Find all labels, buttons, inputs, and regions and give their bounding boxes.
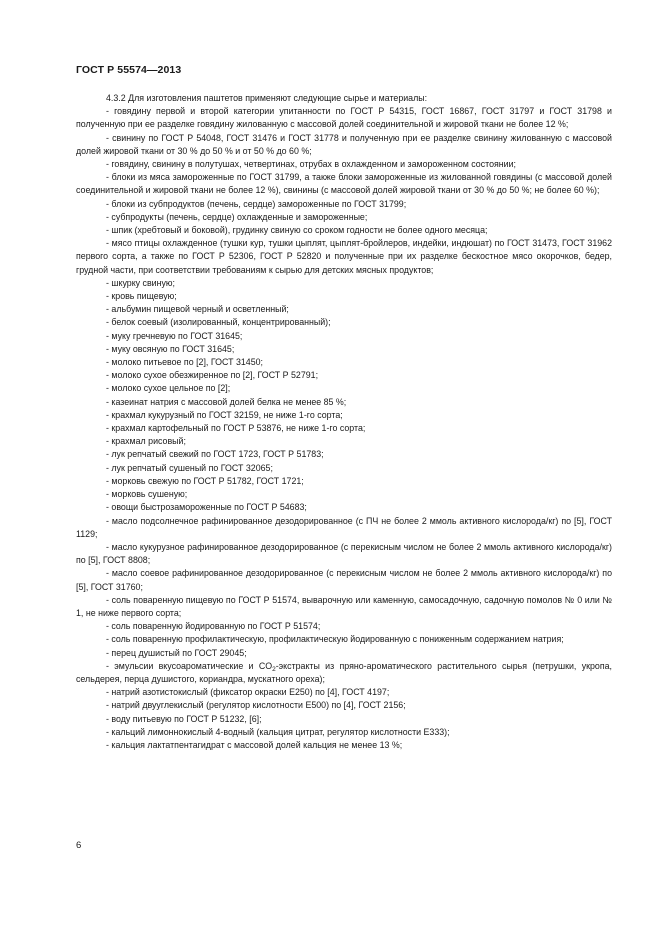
list-item: - натрий двууглекислый (регулятор кислотности E500) по [4], ГОСТ 2156; bbox=[106, 700, 406, 711]
list-item: - морковь сушеную; bbox=[106, 489, 188, 500]
list-item: - говядину первой и второй категории упитанности по ГОСТ Р 54315, ГОСТ 16867, ГОСТ 31797 и ГОСТ 31798 и полученную при ее разделке говядину жилованную с массовой долей соединительной и жировой ткани не более 12 %; bbox=[76, 106, 612, 130]
list-item: - кальция лактатпентагидрат с массовой долей кальция не менее 13 %; bbox=[106, 739, 403, 750]
list-item: - масло кукурузное рафинированное дезодорированное (с перекисным числом не более 2 ммоль активного кислорода/кг) по [5], ГОСТ 8808; bbox=[76, 541, 612, 566]
list-item: - субпродукты (печень, сердце) охлажденные и замороженные; bbox=[106, 211, 368, 222]
subscript: 2 bbox=[272, 665, 276, 673]
list-item: - крахмал картофельный по ГОСТ Р 53876, не ниже 1-го сорта; bbox=[106, 423, 366, 434]
list-item: - перец душистый по ГОСТ 29045; bbox=[106, 647, 247, 658]
list-item: - лук репчатый сушеный по ГОСТ 32065; bbox=[106, 462, 273, 473]
document-body bbox=[76, 92, 612, 752]
list-item: - кровь пищевую; bbox=[106, 291, 177, 302]
list-item: - молоко сухое цельное по [2]; bbox=[106, 383, 231, 394]
list-item: - масло соевое рафинированное дезодорированное (с перекисным числом не более 2 ммоль активного кислорода/кг) по [5], ГОСТ 31760; bbox=[76, 568, 612, 592]
list-item: - крахмал кукурузный по ГОСТ 32159, не ниже 1-го сорта; bbox=[106, 409, 343, 420]
list-item: - блоки из мяса замороженные по ГОСТ 31799, а также блоки замороженные из жилованной говядины (с массовой долей соединительной и жировой ткани не более 12 %), свинины (с массовой долей жировой ткани от 30 % до 50 %; не более 60 %); bbox=[76, 172, 612, 196]
list-item: - соль поваренную йодированную по ГОСТ Р 51574; bbox=[106, 621, 321, 632]
list-item: - лук репчатый свежий по ГОСТ 1723, ГОСТ Р 51783; bbox=[106, 449, 324, 460]
list-item: - блоки из субпродуктов (печень, сердце) замороженные по ГОСТ 31799; bbox=[106, 198, 407, 209]
section-intro: 4.3.2 Для изготовления паштетов применяют следующие сырье и материалы: bbox=[106, 93, 428, 103]
list-item: - казеинат натрия с массовой долей белка не менее 85 %; bbox=[106, 396, 347, 407]
materials-list-continued bbox=[76, 686, 612, 752]
list-item: - кальций лимоннокислый 4-водный (кальция цитрат, регулятор кислотности E333); bbox=[106, 726, 450, 737]
materials-list bbox=[76, 105, 612, 660]
page-number: 6 bbox=[76, 840, 82, 851]
document-header: ГОСТ Р 55574—2013 bbox=[76, 64, 182, 76]
list-item: - свинину по ГОСТ Р 54048, ГОСТ 31476 и ГОСТ 31778 и полученную при ее разделке свинину жилованную с массовой долей жировой ткани от 30 % до 50 % и от 50 % до 60 %; bbox=[76, 132, 612, 156]
list-item: - натрий азотистокислый (фиксатор окраски E250) по [4], ГОСТ 4197; bbox=[106, 687, 390, 698]
list-item: - соль поваренную профилактическую, профилактическую йодированную с пониженным содержанием натрия; bbox=[106, 634, 564, 645]
list-item: - крахмал рисовый; bbox=[106, 436, 186, 447]
list-item: - альбумин пищевой черный и осветленный; bbox=[106, 304, 289, 315]
list-item: - муку гречневую по ГОСТ 31645; bbox=[106, 330, 243, 341]
list-item: - мясо птицы охлажденное (тушки кур, тушки цыплят, цыплят-бройлеров, индейки, индюшат) по ГОСТ 31473, ГОСТ 31962 первого сорта, а также по ГОСТ Р 52306, ГОСТ Р 52820 и полученные при их разделке бескостное мясо окорочков, бедер, грудной части, при соответствии требованиям к сырью для детских мясных продуктов; bbox=[76, 238, 612, 275]
list-item: - шкурку свиную; bbox=[106, 277, 176, 288]
list-item bbox=[76, 660, 612, 686]
list-item: - говядину, свинину в полутушах, четвертинах, отрубах в охлажденном и замороженном состоянии; bbox=[106, 159, 517, 170]
list-item: - молоко питьевое по [2], ГОСТ 31450; bbox=[106, 357, 264, 368]
emulsion-text-after: -экстракты из пряно-ароматического растительного сырья (петрушки, укропа, сельдерея, перца душистого, кориандра, мускатного ореха); bbox=[76, 660, 612, 684]
list-item: - воду питьевую по ГОСТ Р 51232, [6]; bbox=[106, 713, 262, 724]
list-item: - шпик (хребтовый и боковой), грудинку свиную со сроком годности не более одного месяца; bbox=[106, 225, 488, 236]
list-item: - соль поваренную пищевую по ГОСТ Р 51574, выварочную или каменную, самосадочную, садочную помолов № 0 или № 1, не ниже первого сорта; bbox=[76, 594, 612, 618]
list-item: - масло подсолнечное рафинированное дезодорированное (с ПЧ не более 2 ммоль активного кислорода/кг) по [5], ГОСТ 1129; bbox=[76, 515, 612, 539]
list-item: - муку овсяную по ГОСТ 31645; bbox=[106, 343, 235, 354]
list-item: - овощи быстрозамороженные по ГОСТ Р 54683; bbox=[106, 502, 307, 513]
list-item: - белок соевый (изолированный, концентрированный); bbox=[106, 317, 331, 328]
list-item: - морковь свежую по ГОСТ Р 51782, ГОСТ 1721; bbox=[106, 475, 304, 486]
emulsion-text-before: - эмульсии вкусоароматические и CO bbox=[106, 660, 273, 671]
list-item: - молоко сухое обезжиренное по [2], ГОСТ Р 52791; bbox=[106, 370, 319, 381]
